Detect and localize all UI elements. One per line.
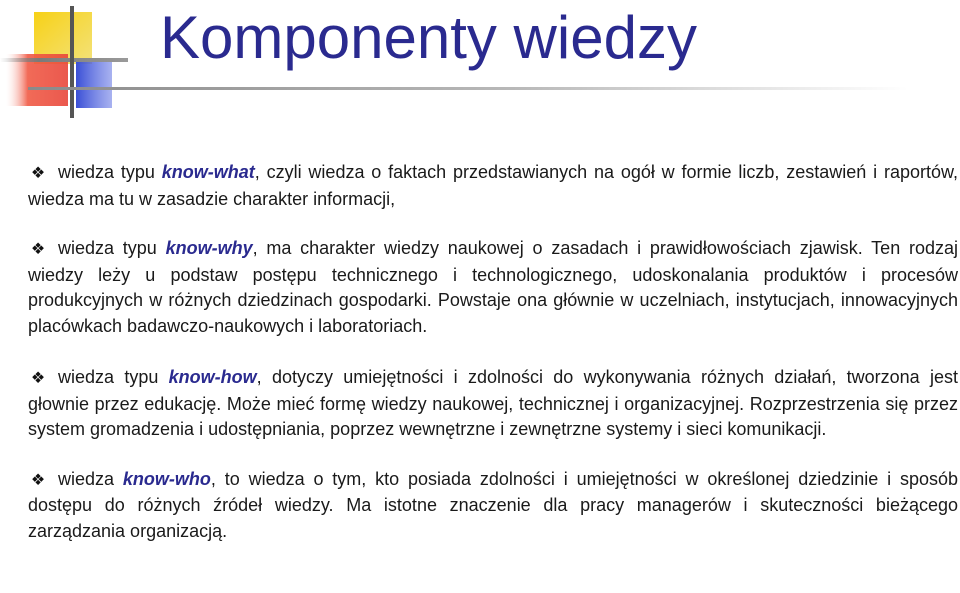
bullet-text-before: wiedza xyxy=(58,468,123,489)
diamond-bullet-icon: ❖ xyxy=(30,370,46,387)
bullet-know-why xyxy=(28,236,958,339)
logo-horizontal-line xyxy=(0,58,128,62)
title-underline xyxy=(28,87,908,90)
slide-title: Komponenty wiedzy xyxy=(160,4,697,71)
bullet-know-who xyxy=(28,467,958,545)
bullet-know-how xyxy=(28,365,958,443)
bullet-list xyxy=(28,160,958,568)
bullet-term: know-what xyxy=(161,162,255,182)
bullet-text-after: , dotyczy umiejętności i zdolności do wykonywania różnych działań, tworzona jest głownie przez edukację. Może mieć formę wiedzy naukowej, technicznej i organizacyjnej. Rozprzestrzenia się przez system gromadzenia i udostępniania, poprzez wewnętrzne i zewnętrzne systemy i sieci komunikacji. xyxy=(28,367,959,439)
bullet-term: know-who xyxy=(122,468,211,489)
colored-squares-logo-icon xyxy=(0,0,140,130)
bullet-term: know-why xyxy=(165,238,253,258)
bullet-text-before: wiedza typu xyxy=(58,367,169,387)
bullet-know-what xyxy=(28,160,958,212)
diamond-bullet-icon: ❖ xyxy=(30,471,46,489)
diamond-bullet-icon: ❖ xyxy=(30,241,46,258)
bullet-term: know-how xyxy=(168,367,257,387)
bullet-text-after: , czyli wiedza o faktach przedstawianych na ogół w formie liczb, zestawień i raportów, wiedza ma tu w zasadzie charakter informacji, xyxy=(28,162,958,209)
bullet-text-before: wiedza typu xyxy=(58,162,162,182)
logo-vertical-line xyxy=(70,6,74,118)
bullet-text-before: wiedza typu xyxy=(58,238,166,258)
logo-blue-square xyxy=(76,62,112,108)
bullet-text-after: , to wiedza o tym, kto posiada zdolności i umiejętności w określonej dziedzinie i sposób dostępu do różnych źródeł wiedzy. Ma istotne znaczenie dla pracy managerów i skuteczności bieżącego zarządzania organizacją. xyxy=(28,468,958,541)
bullet-text-after: , ma charakter wiedzy naukowej o zasadach i prawidłowościach zjawisk. Ten rodzaj wiedzy leży u podstaw postępu technicznego i technologicznego, udoskonalania produktów i procesów produkcyjnych w różnych dziedzinach gospodarki. Powstaje ona głównie w uczelniach, instytucjach, innowacyjnych placówkach badawczo-naukowych i laboratoriach. xyxy=(28,238,958,336)
diamond-bullet-icon: ❖ xyxy=(30,165,46,182)
